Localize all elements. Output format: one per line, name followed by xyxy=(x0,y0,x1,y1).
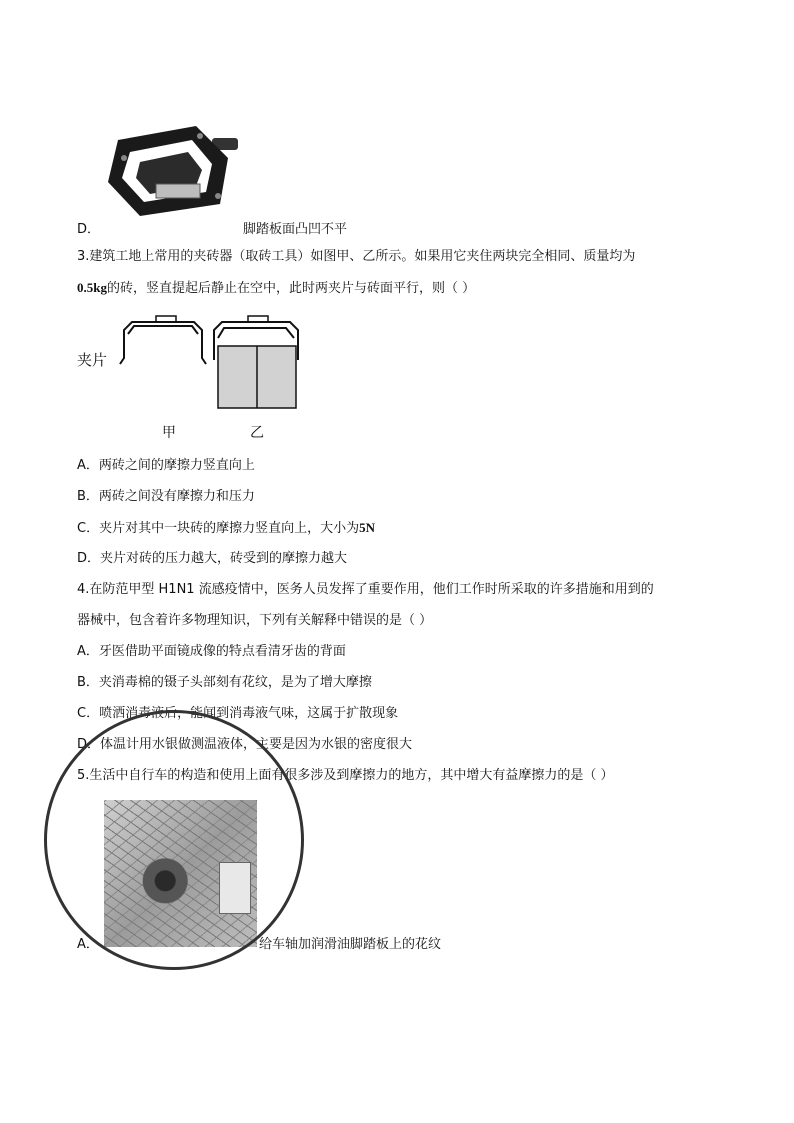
option-letter: B． xyxy=(77,675,99,690)
q3-option-d xyxy=(77,550,347,568)
option-letter: B． xyxy=(77,489,99,504)
option-text: 夹消毒棉的镊子头部刻有花纹，是为了增大摩擦 xyxy=(98,675,372,690)
wheel-rim xyxy=(44,710,304,970)
q3-stem-line2-rest: 的砖，竖直提起后静止在空中，此时两夹片与砖面平行，则（ ） xyxy=(106,281,476,296)
figure-label-jia: 甲 xyxy=(162,425,176,441)
q3-mass-value: 0.5kg xyxy=(77,280,107,295)
q3-stem-line1: 3.建筑工地上常用的夹砖器（取砖工具）如图甲、乙所示。如果用它夹住两块完全相同、质量均为 xyxy=(77,249,636,264)
option-text: 体温计用水银做测温液体，主要是因为水银的密度很大 xyxy=(100,737,413,752)
q5-stem: 5.生活中自行车的构造和使用上面有很多涉及到摩擦力的地方，其中增大有益摩擦力的是（ ） xyxy=(77,768,614,783)
option-letter: C． xyxy=(77,521,100,536)
q3-stem-line2 xyxy=(77,279,475,298)
q2-option-d-text: 脚踏板面凸凹不平 xyxy=(243,222,348,237)
figure-label-yi: 乙 xyxy=(250,425,264,441)
q4-stem-line2: 器械中，包含着许多物理知识，下列有关解释中错误的是（ ） xyxy=(77,613,433,628)
oil-bottle xyxy=(219,862,251,914)
pedal-image xyxy=(100,118,242,218)
brick-clamp-figure xyxy=(110,312,310,412)
clip-label: 夹片 xyxy=(77,351,108,369)
q4-option-b xyxy=(77,674,372,692)
q2-option-d xyxy=(77,221,100,239)
option-text: 两砖之间没有摩擦力和压力 xyxy=(98,489,255,504)
q4-option-a xyxy=(77,643,346,661)
option-letter: C． xyxy=(77,706,100,721)
option-text: 夹片对砖的压力越大，砖受到的摩擦力越大 xyxy=(100,551,348,566)
option-text: 夹片对其中一块砖的摩擦力竖直向上，大小为 xyxy=(99,521,360,536)
option-text: 牙医借助平面镜成像的特点看清牙齿的背面 xyxy=(98,644,346,659)
force-value: 5N xyxy=(359,520,375,535)
option-letter: A． xyxy=(77,458,99,473)
option-letter: D． xyxy=(77,551,101,566)
q5-option-a-text: 给车轴加润滑油脚踏板上的花纹 xyxy=(259,937,442,952)
option-letter: D． xyxy=(77,222,101,237)
q3-option-b xyxy=(77,488,255,506)
q3-option-c xyxy=(77,519,375,538)
option-letter: A． xyxy=(77,644,99,659)
q3-option-a xyxy=(77,457,255,475)
q4-stem-line1: 4.在防范甲型 H1N1 流感疫情中，医务人员发挥了重要作用，他们工作时所采取的许多措施和用到的 xyxy=(77,582,654,597)
option-text: 喷洒消毒液后，能闻到消毒液气味，这属于扩散现象 xyxy=(99,706,399,721)
bicycle-wheel-photo xyxy=(104,800,257,947)
option-letter: D． xyxy=(77,737,101,752)
q5-option-a-letter: A． xyxy=(77,937,99,952)
option-text: 两砖之间的摩擦力竖直向上 xyxy=(98,458,255,473)
